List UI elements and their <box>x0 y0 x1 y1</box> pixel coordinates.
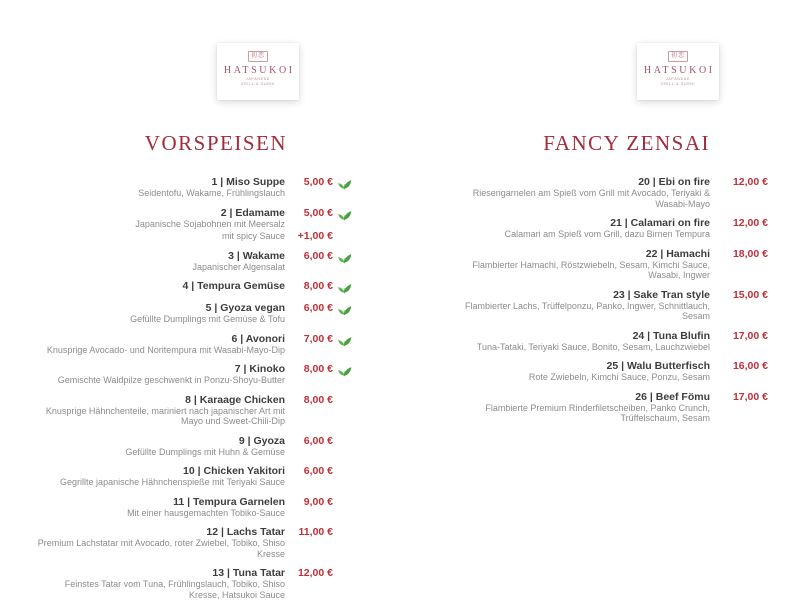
menu-item-price: 12,00 € <box>732 176 768 188</box>
menu-item <box>37 207 355 242</box>
menu-item <box>455 391 768 424</box>
menu-item-price: 7,00 € <box>303 332 333 345</box>
menu-item-description: Gefüllte Dumplings mit Gemüse & Tofu <box>130 314 285 324</box>
menu-item-price: 6,00 € <box>303 465 333 477</box>
menu-item-price: 12,00 € <box>297 567 333 579</box>
menu-item-price: 6,00 € <box>303 434 333 447</box>
menu-item-extra-price: +1,00 € <box>297 230 333 242</box>
vegan-leaf-icon <box>333 176 355 199</box>
brand-name: HATSUKOI <box>223 64 295 76</box>
vegan-leaf-icon <box>333 363 355 386</box>
menu-item-price: 8,00 € <box>303 280 333 292</box>
menu-item-price: 5,00 € <box>303 176 333 188</box>
menu-item-name: 10 | Chicken Yakitori <box>183 465 285 477</box>
menu-item-name: 11 | Tempura Garnelen <box>173 495 285 508</box>
menu-item <box>37 567 355 600</box>
menu-item-price: 16,00 € <box>732 360 768 372</box>
menu-item <box>37 302 355 325</box>
menu-item-name: 4 | Tempura Gemüse <box>182 280 285 292</box>
vegan-leaf-icon <box>333 207 355 230</box>
menu-item-name: 7 | Kinoko <box>234 363 285 375</box>
brand-name: HATSUKOI <box>643 64 715 76</box>
menu-item-description: Feinstes Tatar vom Tuna, Frühlingslauch, Tobiko, Shiso Kresse, Hatsukoi Sauce <box>64 579 285 600</box>
brand-logo <box>637 43 719 100</box>
menu-item-extra-description: mit spicy Sauce <box>221 231 285 241</box>
menu-item <box>455 217 768 240</box>
menu-item-name: 13 | Tuna Tatar <box>212 567 285 579</box>
menu-item <box>37 176 355 199</box>
section-title: FANCY ZENSAI <box>543 131 710 155</box>
menu-item-description: Gefüllte Dumplings mit Huhn & Gemüse <box>125 446 285 457</box>
brand-tagline-line1: JAPANESE <box>245 77 271 81</box>
menu-item-price: 8,00 € <box>303 363 333 375</box>
menu-item-price: 6,00 € <box>303 302 333 314</box>
menu-item-name: 25 | Walu Butterfisch <box>606 360 710 372</box>
menu-item <box>455 248 768 281</box>
menu-item-price: 12,00 € <box>732 217 768 229</box>
brand-tagline-line2: GRILL & SUSHI <box>660 82 696 86</box>
brand-seal-icon: 初恋 <box>668 51 688 62</box>
menu-item <box>37 280 355 294</box>
menu-item-price: 9,00 € <box>303 495 333 508</box>
menu-item-price: 17,00 € <box>732 329 768 342</box>
menu-item-description: Flambierte Premium Rinderfiletscheiben, Panko Crunch, Trüffelschaum, Sesam <box>485 402 710 423</box>
menu-item-description: Knusprige Hähnchenteile, mariniert nach japanischer Art mit Mayo und Sweet-Chili-Dip <box>45 405 285 426</box>
menu-item-price: 15,00 € <box>732 288 768 301</box>
menu-item-name: 9 | Gyoza <box>238 434 285 447</box>
menu-item <box>37 363 355 386</box>
menu-item-description: Flambierter Lachs, Trüffelponzu, Panko, Ingwer, Schnittlauch, Sesam <box>465 300 710 321</box>
menu-item <box>455 176 768 209</box>
menu-item <box>37 435 355 458</box>
section-vorspeisen <box>37 132 355 600</box>
menu-item-price: 5,00 € <box>303 206 333 219</box>
menu-item-name: 26 | Beef Fömu <box>635 390 710 403</box>
menu-item <box>37 496 355 519</box>
menu-item-name: 8 | Karaage Chicken <box>185 393 285 406</box>
menu-item-description: Premium Lachstatar mit Avocado, roter Zwiebel, Tobiko, Shiso Kresse <box>37 538 285 559</box>
menu-item-description: Flambierter Hamachi, Röstzwiebeln, Sesam, Kimchi Sauce, Wasabi, Ingwer <box>472 259 710 280</box>
vegan-leaf-icon <box>333 250 355 273</box>
menu-item-list <box>455 176 768 424</box>
menu-item-name: 22 | Hamachi <box>645 247 710 260</box>
brand-seal-icon: 初恋 <box>248 51 268 62</box>
menu-item-name: 6 | Avonori <box>231 332 285 345</box>
section-title: VORSPEISEN <box>144 131 287 155</box>
menu-item-name: 5 | Gyoza vegan <box>205 302 285 314</box>
brand-tagline-line2: GRILL & SUSHI <box>240 82 276 86</box>
menu-item-list <box>37 176 355 600</box>
menu-item-description: Japanischer Algensalat <box>192 261 285 272</box>
menu-item-name: 24 | Tuna Blufin <box>632 329 710 342</box>
menu-item-description: Knusprige Avocado- und Noritempura mit Wasabi-Mayo-Dip <box>46 344 285 355</box>
menu-item-description: Gegrillte japanische Hähnchenspieße mit Teriyaki Sauce <box>60 477 285 487</box>
brand-tagline-line1: JAPANESE <box>665 77 691 81</box>
vegan-leaf-icon <box>333 302 355 325</box>
menu-item-name: 2 | Edamame <box>220 206 285 219</box>
brand-tagline <box>241 77 276 87</box>
menu-item-price: 17,00 € <box>732 390 768 403</box>
brand-tagline <box>661 77 696 87</box>
vegan-leaf-icon <box>333 526 355 559</box>
menu-item <box>37 526 355 559</box>
menu-item <box>455 330 768 353</box>
menu-item <box>455 360 768 383</box>
vegan-leaf-icon <box>333 333 355 356</box>
menu-item-name: 20 | Ebi on fire <box>638 176 710 188</box>
vegan-leaf-icon <box>333 465 355 488</box>
menu-item-description: Rote Zwiebeln, Kimchi Sauce, Ponzu, Sesam <box>528 372 710 382</box>
menu-item-description: Riesengarnelen am Spieß vom Grill mit Avocado, Teriyaki & Wasabi-Mayo <box>472 188 710 209</box>
menu-item-price: 6,00 € <box>303 249 333 262</box>
menu-item-price: 11,00 € <box>298 526 333 538</box>
menu-item-description: Calamari am Spieß vom Grill, dazu Birnen Tempura <box>504 229 710 239</box>
menu-item <box>37 250 355 273</box>
vegan-leaf-icon <box>333 280 355 294</box>
menu-item-description: Tuna-Tataki, Teriyaki Sauce, Bonito, Sesam, Lauchzwiebel <box>476 341 710 352</box>
menu-item <box>455 289 768 322</box>
vegan-leaf-icon <box>333 394 355 427</box>
menu-item-description: Gemischte Waldpilze geschwenkt in Ponzu-Shoyu-Butter <box>57 375 285 385</box>
menu-item-price: 18,00 € <box>732 247 768 260</box>
menu-item-name: 12 | Lachs Tatar <box>206 526 285 538</box>
vegan-leaf-icon <box>333 496 355 519</box>
menu-item-description: Seidentofu, Wakame, Frühlingslauch <box>138 188 285 198</box>
menu-item-price: 8,00 € <box>303 393 333 406</box>
menu-item-description: Japanische Sojabohnen mit Meersalz <box>135 218 285 229</box>
section-fancy-zensai <box>455 132 768 432</box>
menu-item-name: 1 | Miso Suppe <box>211 176 285 188</box>
menu-item <box>37 333 355 356</box>
brand-logo <box>217 43 299 100</box>
menu-item-name: 23 | Sake Tran style <box>613 288 710 301</box>
vegan-leaf-icon <box>333 567 355 600</box>
vegan-leaf-icon <box>333 435 355 458</box>
menu-item-name: 3 | Wakame <box>228 249 285 262</box>
menu-item <box>37 394 355 427</box>
menu-item-description: Mit einer hausgemachten Tobiko-Sauce <box>127 507 285 518</box>
menu-item <box>37 465 355 488</box>
menu-item-name: 21 | Calamari on fire <box>610 217 710 229</box>
